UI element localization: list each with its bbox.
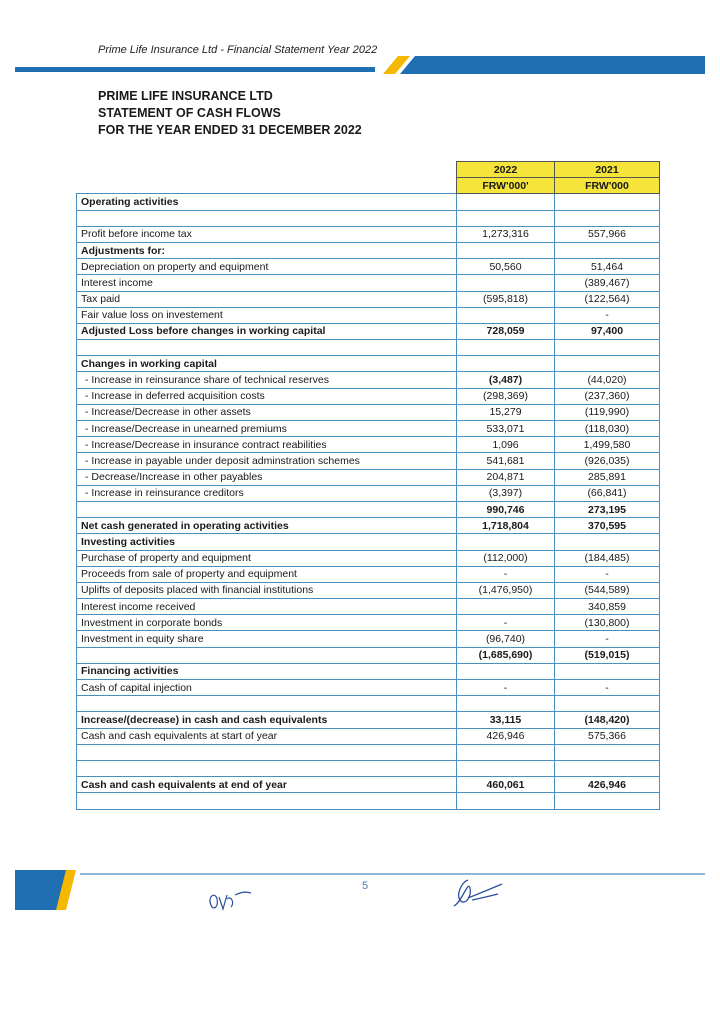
value-2021 bbox=[555, 242, 660, 258]
table-row bbox=[77, 696, 660, 712]
table-row bbox=[77, 404, 660, 420]
value-2022 bbox=[457, 242, 555, 258]
table-row bbox=[77, 469, 660, 485]
year-header-row bbox=[77, 162, 660, 178]
value-2022: - bbox=[457, 680, 555, 696]
table-row bbox=[77, 728, 660, 744]
statement-name: STATEMENT OF CASH FLOWS bbox=[98, 106, 281, 120]
value-2021: (544,589) bbox=[555, 582, 660, 598]
table-row bbox=[77, 453, 660, 469]
value-2021: (184,485) bbox=[555, 550, 660, 566]
table-row bbox=[77, 566, 660, 582]
row-label: - Increase in reinsurance creditors bbox=[77, 485, 457, 501]
value-2022 bbox=[457, 793, 555, 809]
value-2022 bbox=[457, 534, 555, 550]
value-2022: - bbox=[457, 615, 555, 631]
row-label: Increase/(decrease) in cash and cash equivalents bbox=[77, 712, 457, 728]
row-label: Cash of capital injection bbox=[77, 680, 457, 696]
table-row bbox=[77, 307, 660, 323]
value-2022: 460,061 bbox=[457, 777, 555, 793]
value-2022: 541,681 bbox=[457, 453, 555, 469]
table-row bbox=[77, 372, 660, 388]
initials-signature-image bbox=[205, 885, 255, 915]
table-row bbox=[77, 680, 660, 696]
table-row bbox=[77, 777, 660, 793]
row-label: - Decrease/Increase in other payables bbox=[77, 469, 457, 485]
value-2022: 990,746 bbox=[457, 501, 555, 517]
value-2021 bbox=[555, 194, 660, 210]
table-row bbox=[77, 793, 660, 809]
table-row bbox=[77, 210, 660, 226]
row-label: Depreciation on property and equipment bbox=[77, 259, 457, 275]
row-label bbox=[77, 210, 457, 226]
value-2022 bbox=[457, 356, 555, 372]
table-row bbox=[77, 550, 660, 566]
table-row bbox=[77, 291, 660, 307]
table-row bbox=[77, 599, 660, 615]
row-label bbox=[77, 501, 457, 517]
value-2022: 204,871 bbox=[457, 469, 555, 485]
value-2022 bbox=[457, 307, 555, 323]
value-2021: (148,420) bbox=[555, 712, 660, 728]
row-label: Purchase of property and equipment bbox=[77, 550, 457, 566]
value-2022: 50,560 bbox=[457, 259, 555, 275]
row-label: - Increase in reinsurance share of technical reserves bbox=[77, 372, 457, 388]
row-label: Proceeds from sale of property and equipment bbox=[77, 566, 457, 582]
row-label bbox=[77, 647, 457, 663]
row-label: Adjustments for: bbox=[77, 242, 457, 258]
value-2021: 370,595 bbox=[555, 518, 660, 534]
value-2021 bbox=[555, 744, 660, 760]
row-label: - Increase in deferred acquisition costs bbox=[77, 388, 457, 404]
row-label: - Increase/Decrease in other assets bbox=[77, 404, 457, 420]
column-year-2021: 2021 bbox=[555, 162, 660, 178]
row-label: Changes in working capital bbox=[77, 356, 457, 372]
value-2021 bbox=[555, 793, 660, 809]
row-label: Tax paid bbox=[77, 291, 457, 307]
table-row bbox=[77, 518, 660, 534]
cash-flow-table bbox=[76, 161, 660, 810]
table-row bbox=[77, 485, 660, 501]
row-label: - Increase in payable under deposit adminstration schemes bbox=[77, 453, 457, 469]
header-band bbox=[0, 0, 720, 80]
value-2021: - bbox=[555, 307, 660, 323]
value-2021: 557,966 bbox=[555, 226, 660, 242]
table-row bbox=[77, 242, 660, 258]
row-label: Interest income bbox=[77, 275, 457, 291]
table-row bbox=[77, 631, 660, 647]
value-2021 bbox=[555, 356, 660, 372]
table-row bbox=[77, 582, 660, 598]
signature-image bbox=[448, 872, 508, 912]
value-2022 bbox=[457, 663, 555, 679]
value-2021: (519,015) bbox=[555, 647, 660, 663]
table-row bbox=[77, 226, 660, 242]
value-2022: 1,273,316 bbox=[457, 226, 555, 242]
value-2021: 97,400 bbox=[555, 323, 660, 339]
value-2021 bbox=[555, 340, 660, 356]
row-label: Investment in corporate bonds bbox=[77, 615, 457, 631]
column-year-2022: 2022 bbox=[457, 162, 555, 178]
value-2021: 51,464 bbox=[555, 259, 660, 275]
value-2022: 1,096 bbox=[457, 437, 555, 453]
value-2021 bbox=[555, 760, 660, 776]
row-label bbox=[77, 696, 457, 712]
value-2021 bbox=[555, 696, 660, 712]
value-2021: 426,946 bbox=[555, 777, 660, 793]
table-row bbox=[77, 421, 660, 437]
value-2021: 1,499,580 bbox=[555, 437, 660, 453]
value-2021: 273,195 bbox=[555, 501, 660, 517]
table-row bbox=[77, 615, 660, 631]
value-2022: (298,369) bbox=[457, 388, 555, 404]
table-row bbox=[77, 340, 660, 356]
value-2021: (122,564) bbox=[555, 291, 660, 307]
value-2022: 15,279 bbox=[457, 404, 555, 420]
row-label: Interest income received bbox=[77, 599, 457, 615]
table-row bbox=[77, 712, 660, 728]
value-2022: (112,000) bbox=[457, 550, 555, 566]
value-2022 bbox=[457, 210, 555, 226]
value-2021 bbox=[555, 534, 660, 550]
table-row bbox=[77, 437, 660, 453]
value-2021: 340,859 bbox=[555, 599, 660, 615]
value-2022 bbox=[457, 340, 555, 356]
row-label: Adjusted Loss before changes in working capital bbox=[77, 323, 457, 339]
company-name: PRIME LIFE INSURANCE LTD bbox=[98, 89, 273, 103]
table-row bbox=[77, 388, 660, 404]
value-2021: (130,800) bbox=[555, 615, 660, 631]
table-row bbox=[77, 744, 660, 760]
table-row bbox=[77, 760, 660, 776]
value-2022: 533,071 bbox=[457, 421, 555, 437]
table-row bbox=[77, 501, 660, 517]
value-2022 bbox=[457, 696, 555, 712]
running-title: Prime Life Insurance Ltd - Financial Statement Year 2022 bbox=[98, 44, 378, 56]
blank-cell bbox=[77, 162, 457, 178]
table-row bbox=[77, 663, 660, 679]
value-2022: 1,718,804 bbox=[457, 518, 555, 534]
row-label bbox=[77, 793, 457, 809]
value-2022 bbox=[457, 760, 555, 776]
value-2021: (926,035) bbox=[555, 453, 660, 469]
row-label bbox=[77, 340, 457, 356]
value-2021: 575,366 bbox=[555, 728, 660, 744]
table-row bbox=[77, 194, 660, 210]
row-label: - Increase/Decrease in unearned premiums bbox=[77, 421, 457, 437]
value-2021: (44,020) bbox=[555, 372, 660, 388]
value-2022 bbox=[457, 194, 555, 210]
value-2021: - bbox=[555, 566, 660, 582]
row-label: Uplifts of deposits placed with financial institutions bbox=[77, 582, 457, 598]
value-2021: 285,891 bbox=[555, 469, 660, 485]
footer-band bbox=[0, 870, 720, 920]
statement-period: FOR THE YEAR ENDED 31 DECEMBER 2022 bbox=[98, 123, 362, 137]
row-label: Operating activities bbox=[77, 194, 457, 210]
value-2021: - bbox=[555, 631, 660, 647]
value-2021 bbox=[555, 663, 660, 679]
value-2022: 728,059 bbox=[457, 323, 555, 339]
value-2022: (595,818) bbox=[457, 291, 555, 307]
value-2022: 33,115 bbox=[457, 712, 555, 728]
value-2021: (118,030) bbox=[555, 421, 660, 437]
value-2021: (119,990) bbox=[555, 404, 660, 420]
value-2022: (3,397) bbox=[457, 485, 555, 501]
value-2022: (1,476,950) bbox=[457, 582, 555, 598]
value-2021 bbox=[555, 210, 660, 226]
column-unit-2022: FRW'000' bbox=[457, 178, 555, 194]
table-row bbox=[77, 275, 660, 291]
table-row bbox=[77, 534, 660, 550]
row-label: Investing activities bbox=[77, 534, 457, 550]
row-label bbox=[77, 744, 457, 760]
value-2022: 426,946 bbox=[457, 728, 555, 744]
statement-titles bbox=[98, 88, 362, 139]
value-2021: - bbox=[555, 680, 660, 696]
table-row bbox=[77, 356, 660, 372]
row-label: Profit before income tax bbox=[77, 226, 457, 242]
value-2022: (96,740) bbox=[457, 631, 555, 647]
unit-header-row bbox=[77, 178, 660, 194]
row-label: Fair value loss on investement bbox=[77, 307, 457, 323]
row-label bbox=[77, 760, 457, 776]
value-2022: (3,487) bbox=[457, 372, 555, 388]
row-label: Cash and cash equivalents at end of year bbox=[77, 777, 457, 793]
row-label: Financing activities bbox=[77, 663, 457, 679]
value-2022 bbox=[457, 275, 555, 291]
table-row bbox=[77, 323, 660, 339]
row-label: Investment in equity share bbox=[77, 631, 457, 647]
value-2022: - bbox=[457, 566, 555, 582]
value-2022: (1,685,690) bbox=[457, 647, 555, 663]
blank-cell bbox=[77, 178, 457, 194]
page-number: 5 bbox=[362, 880, 369, 892]
value-2021: (389,467) bbox=[555, 275, 660, 291]
value-2022 bbox=[457, 744, 555, 760]
row-label: Cash and cash equivalents at start of year bbox=[77, 728, 457, 744]
column-unit-2021: FRW'000 bbox=[555, 178, 660, 194]
value-2021: (66,841) bbox=[555, 485, 660, 501]
value-2021: (237,360) bbox=[555, 388, 660, 404]
table-row bbox=[77, 259, 660, 275]
table-row bbox=[77, 647, 660, 663]
value-2022 bbox=[457, 599, 555, 615]
row-label: - Increase/Decrease in insurance contract reabilities bbox=[77, 437, 457, 453]
row-label: Net cash generated in operating activities bbox=[77, 518, 457, 534]
